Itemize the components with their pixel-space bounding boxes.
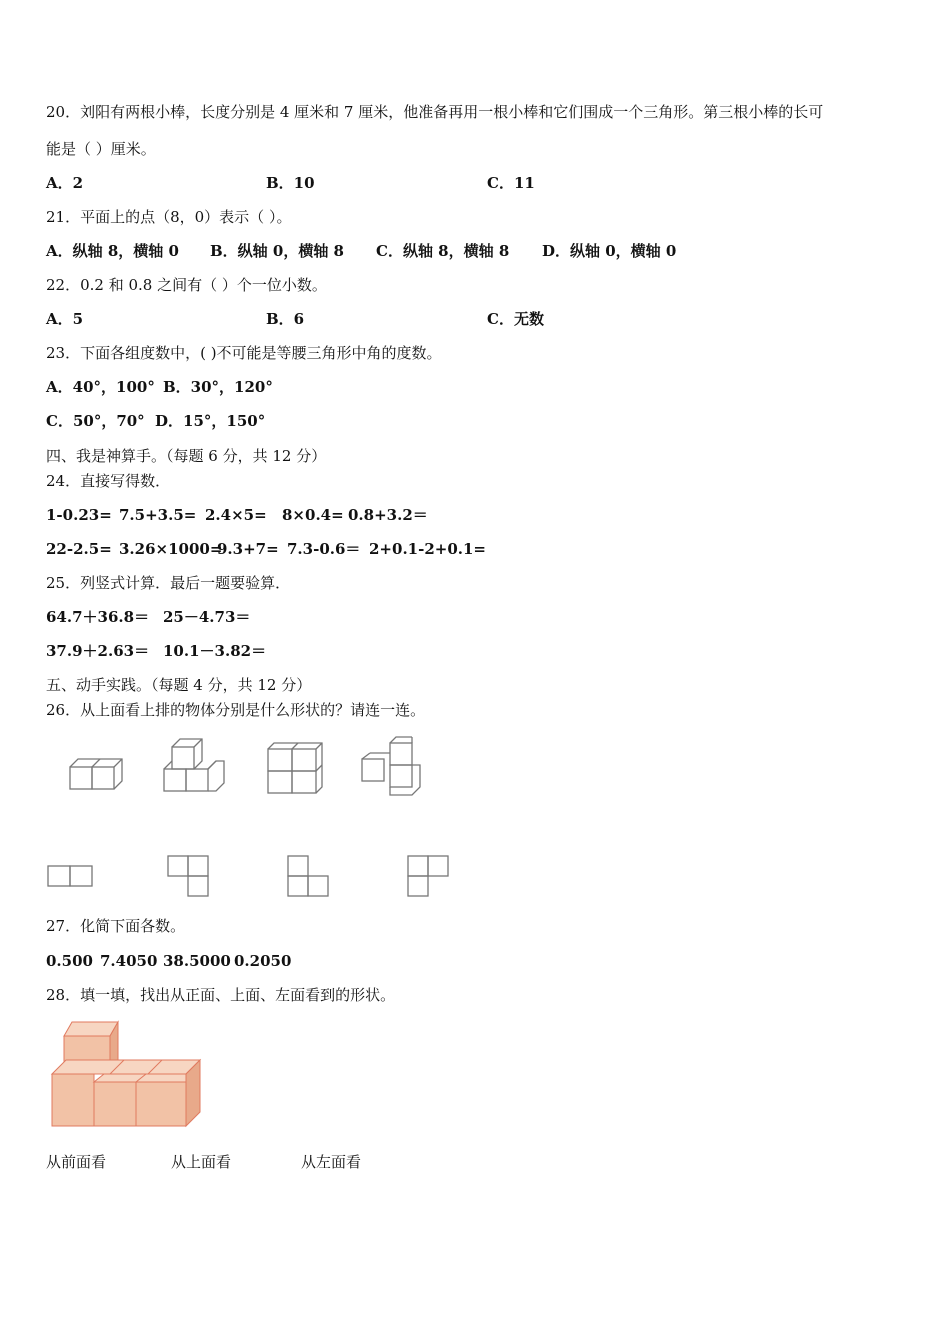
q20-option-c: C．11 (487, 174, 535, 192)
q23-text: 23．下面各组度数中，( )不可能是等腰三角形中角的度数。 (46, 344, 442, 362)
q28-text: 28．填一填，找出从正面、上面、左面看到的形状。 (46, 986, 396, 1004)
q22-option-b: B．6 (266, 310, 305, 328)
q24-item: 7.5+3.5= (119, 506, 197, 524)
q26-object-1 (60, 735, 500, 805)
q27-number: 38.5000 (163, 952, 231, 970)
q24-item: 9.3+7= (217, 540, 279, 558)
q20-text-line2: 能是（ ）厘米。 (46, 140, 156, 158)
q27-number: 0.2050 (234, 952, 292, 970)
q24-item: 7.3-0.6＝ (287, 540, 361, 558)
q21-option-b: B．纵轴 0，横轴 8 (210, 242, 344, 260)
q22-option-c: C．无数 (487, 310, 544, 328)
q21-option-c: C．纵轴 8，横轴 8 (376, 242, 510, 260)
q21-text: 21．平面上的点（8，0）表示（ ）。 (46, 208, 292, 226)
q24-item: 8×0.4= (282, 506, 344, 524)
q23-option-a: A．40°，100° (46, 378, 155, 396)
q27-number: 0.500 (46, 952, 93, 970)
q21-option-d: D．纵轴 0，横轴 0 (542, 242, 677, 260)
section-5-title: 五、动手实践。（每题 4 分，共 12 分） (46, 676, 312, 694)
q25-text: 25．列竖式计算．最后一题要验算． (46, 574, 291, 592)
q25-item: 37.9＋2.63＝ (46, 642, 150, 660)
q20-text-line1: 20．刘阳有两根小棒，长度分别是 4 厘米和 7 厘米，他准备再用一根小棒和它们围成一个三角形。第三根小棒的长可 (46, 103, 824, 121)
q20-option-a: A．2 (46, 174, 84, 192)
section-4-title: 四、我是神算手。（每题 6 分，共 12 分） (46, 447, 327, 465)
q25-item: 10.1－3.82＝ (163, 642, 267, 660)
q24-item: 3.26×1000= (119, 540, 223, 558)
q28-label-left: 从左面看 (301, 1153, 362, 1171)
q20-option-b: B．10 (266, 174, 315, 192)
q28-label-top: 从上面看 (171, 1153, 232, 1171)
q24-item: 2.4×5= (205, 506, 267, 524)
q21-option-a: A．纵轴 8，横轴 0 (46, 242, 179, 260)
q26-text: 26．从上面看上排的物体分别是什么形状的？请连一连。 (46, 701, 426, 719)
q22-option-a: A．5 (46, 310, 84, 328)
q23-option-b: B．30°，120° (163, 378, 273, 396)
q25-item: 25－4.73＝ (163, 608, 251, 626)
q24-item: 22-2.5= (46, 540, 112, 558)
q27-text: 27．化简下面各数。 (46, 917, 186, 935)
q24-item: 1-0.23= (46, 506, 112, 524)
q23-option-c: C．50°，70° (46, 412, 145, 430)
q27-number: 7.4050 (100, 952, 158, 970)
q22-text: 22．0.2 和 0.8 之间有（ ）个一位小数。 (46, 276, 327, 294)
q24-text: 24．直接写得数． (46, 472, 171, 490)
q26-view-shapes (44, 852, 464, 902)
q28-cube-figure (48, 1018, 208, 1130)
q24-item: 2+0.1-2+0.1= (369, 540, 486, 558)
q23-option-d: D．15°，150° (155, 412, 266, 430)
q28-label-front: 从前面看 (46, 1153, 107, 1171)
q24-item: 0.8+3.2＝ (348, 506, 428, 524)
q25-item: 64.7＋36.8＝ (46, 608, 150, 626)
